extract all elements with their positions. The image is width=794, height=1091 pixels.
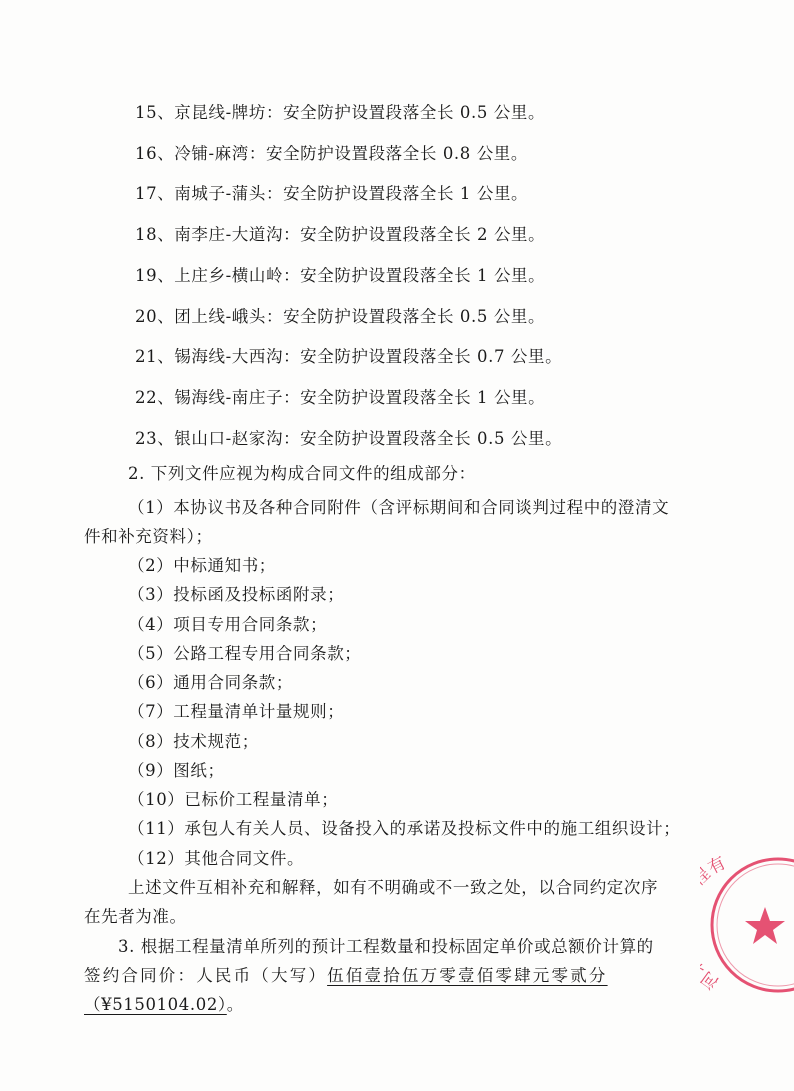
doc-item-8: （8）技术规范； xyxy=(128,732,259,751)
route-item-20: 20、团上线-峨头：安全防护设置段落全长 0.5 公里。 xyxy=(135,307,546,326)
route-item-18: 18、南李庄-大道沟：安全防护设置段落全长 2 公里。 xyxy=(135,225,546,244)
amount-in-words: 伍佰壹拾伍万零壹佰零肆元零贰分 xyxy=(327,966,608,985)
doc-item-9: （9）图纸； xyxy=(128,761,225,780)
contract-price-line1: 3. 根据工程量清单所列的预计工程数量和投标固定单价或总额价计算的 xyxy=(118,937,654,956)
route-item-22: 22、锡海线-南庄子：安全防护设置段落全长 1 公里。 xyxy=(135,388,546,407)
amount-end-punctuation: 。 xyxy=(226,995,244,1014)
seal-graphic xyxy=(700,855,794,995)
contract-price-line3 xyxy=(84,994,244,1016)
doc-item-2: （2）中标通知书； xyxy=(128,556,276,575)
route-item-17: 17、南城子-蒲头：安全防护设置段落全长 1 公里。 xyxy=(135,184,529,203)
doc-item-7: （7）工程量清单计量规则； xyxy=(128,702,345,721)
contract-price-line2 xyxy=(84,965,608,987)
route-item-15: 15、京昆线-牌坊：安全防护设置段落全长 0.5 公里。 xyxy=(135,103,546,122)
doc-item-5: （5）公路工程专用合同条款； xyxy=(128,644,362,663)
doc-item-12: （12）其他合同文件。 xyxy=(128,849,305,868)
doc-item-1-line2: 件和补充资料）； xyxy=(84,527,213,546)
route-item-21: 21、锡海线-大西沟：安全防护设置段落全长 0.7 公里。 xyxy=(135,347,563,366)
doc-item-6: （6）通用合同条款； xyxy=(128,673,293,692)
precedence-note-line2: 在先者为准。 xyxy=(84,907,187,926)
seal-text: 有 xyxy=(704,855,731,879)
company-seal xyxy=(700,855,794,995)
route-item-19: 19、上庄乡-横山岭：安全防护设置段落全长 1 公里。 xyxy=(135,266,546,285)
precedence-note-line1: 上述文件互相补充和解释，如有不明确或不一致之处，以合同约定次序 xyxy=(128,878,659,897)
doc-item-3: （3）投标函及投标函附录； xyxy=(128,585,345,604)
doc-item-11: （11）承包人有关人员、设备投入的承诺及投标文件中的施工组织设计； xyxy=(128,819,681,838)
seal-star-icon xyxy=(745,907,785,944)
section-2-heading: 2. 下列文件应视为构成合同文件的组成部分： xyxy=(128,464,476,483)
route-item-23: 23、银山口-赵家沟：安全防护设置段落全长 0.5 公里。 xyxy=(135,429,563,448)
route-item-16: 16、冷铺-麻湾：安全防护设置段落全长 0.8 公里。 xyxy=(135,144,529,163)
doc-item-1-line1: （1）本协议书及各种合同附件（含评标期间和合同谈判过程中的澄清文 xyxy=(128,498,670,517)
amount-numeric: （¥5150104.02） xyxy=(84,995,227,1014)
doc-item-4: （4）项目专用合同条款； xyxy=(128,615,328,634)
contract-price-label: 签约合同价：人民币（大写） xyxy=(84,966,328,985)
svg-text:河北省山路工程有 xyxy=(700,855,730,993)
doc-item-10: （10）已标价工程量清单； xyxy=(128,790,339,809)
